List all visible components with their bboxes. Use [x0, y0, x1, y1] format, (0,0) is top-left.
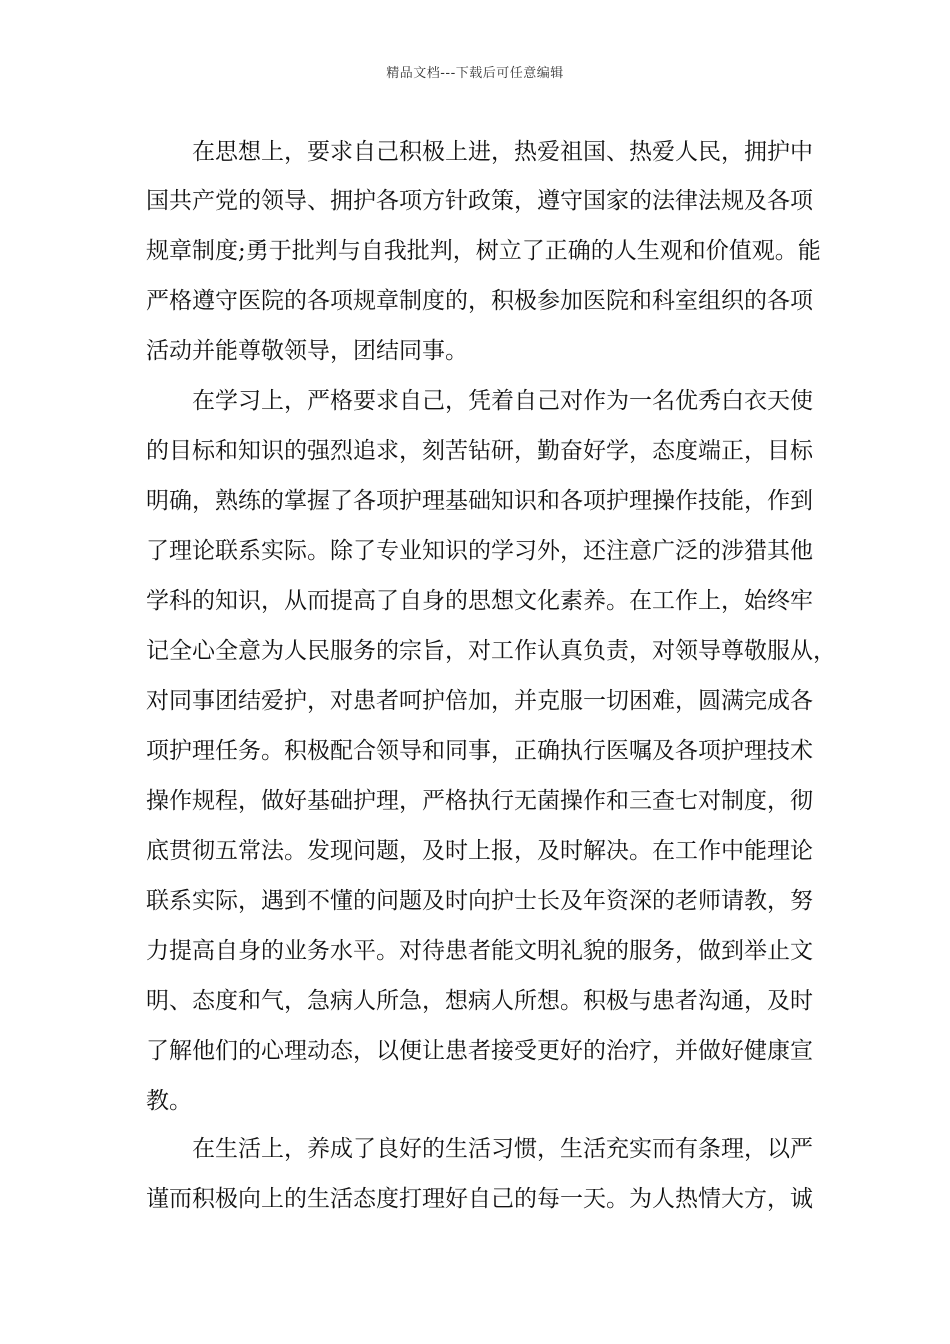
- paragraph-1-line-1: 在思想上，要求自己积极上进，热爱祖国、热爱人民，拥护中: [192, 139, 813, 165]
- paragraph-1-line-4: 严格遵守医院的各项规章制度的，积极参加医院和科室组织的各项: [146, 288, 813, 314]
- paragraph-2-line-4: 了理论联系实际。除了专业知识的学习外，还注意广泛的涉猎其他: [146, 538, 813, 564]
- paragraph-2-line-12: 力提高自身的业务水平。对待患者能文明礼貌的服务，做到举止文: [146, 938, 813, 964]
- paragraph-2-line-7: 对同事团结爱护，对患者呵护倍加，并克服一切困难，圆满完成各: [146, 688, 813, 714]
- paragraph-1-line-3: 规章制度;勇于批判与自我批判，树立了正确的人生观和价值观。能: [146, 238, 821, 264]
- paragraph-2-line-5: 学科的知识，从而提高了自身的思想文化素养。在工作上，始终牢: [146, 588, 813, 614]
- paragraph-3-line-2: 谨而积极向上的生活态度打理好自己的每一天。为人热情大方，诚: [146, 1186, 813, 1212]
- paragraph-2-line-6: 记全心全意为人民服务的宗旨，对工作认真负责，对领导尊敬服从，: [146, 638, 836, 664]
- paragraph-1-line-5: 活动并能尊敬领导，团结同事。: [146, 338, 468, 364]
- paragraph-2-line-11: 联系实际，遇到不懂的问题及时向护士长及年资深的老师请教，努: [146, 888, 813, 914]
- paragraph-2-line-14: 了解他们的心理动态，以便让患者接受更好的治疗，并做好健康宣: [146, 1038, 813, 1064]
- page-header: 精品文档---下载后可任意编辑: [386, 66, 564, 81]
- paragraph-2-line-13: 明、态度和气，急病人所急，想病人所想。积极与患者沟通，及时: [146, 988, 813, 1014]
- paragraph-2-line-3: 明确，熟练的掌握了各项护理基础知识和各项护理操作技能，作到: [146, 488, 813, 514]
- paragraph-3-line-1: 在生活上，养成了良好的生活习惯，生活充实而有条理，以严: [192, 1136, 813, 1162]
- paragraph-2-line-9: 操作规程，做好基础护理，严格执行无菌操作和三查七对制度，彻: [146, 788, 813, 814]
- paragraph-2-line-10: 底贯彻五常法。发现问题，及时上报，及时解决。在工作中能理论: [146, 838, 813, 864]
- paragraph-2-line-1: 在学习上，严格要求自己，凭着自己对作为一名优秀白衣天使: [192, 388, 813, 414]
- paragraph-2-line-8: 项护理任务。积极配合领导和同事，正确执行医嘱及各项护理技术: [146, 738, 813, 764]
- paragraph-1-line-2: 国共产党的领导、拥护各项方针政策，遵守国家的法律法规及各项: [146, 188, 813, 214]
- paragraph-2-line-2: 的目标和知识的强烈追求，刻苦钻研，勤奋好学，态度端正，目标: [146, 438, 813, 464]
- paragraph-2-line-15: 教。: [146, 1088, 192, 1114]
